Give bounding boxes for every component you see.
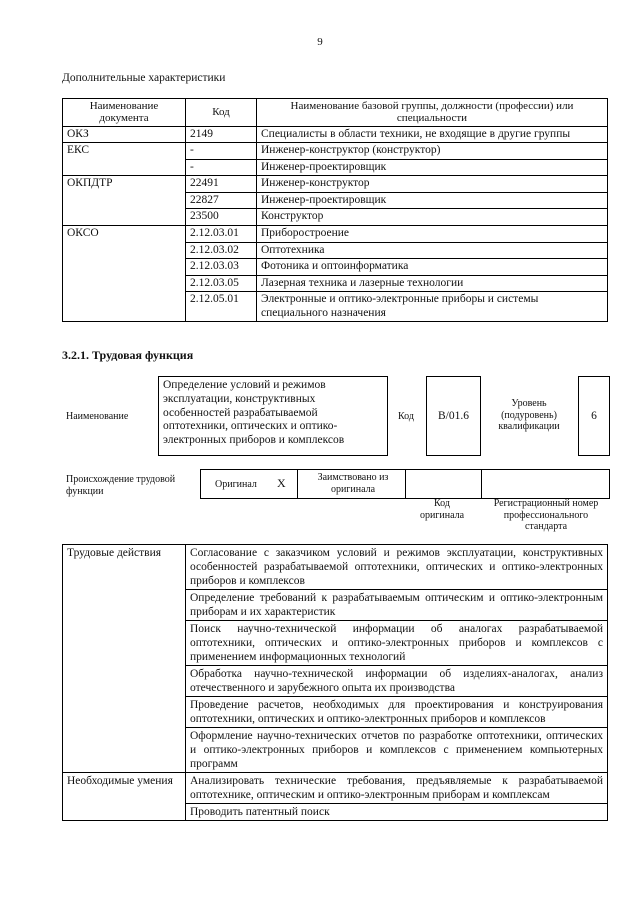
code-value: В/01.6 (438, 410, 469, 422)
name-cell: Конструктор (257, 209, 608, 226)
skill-item: Анализировать технические требования, предъявляемые к разрабатываемой оптотехнике, оптическим и оптико-электронным приборам и комплексам (186, 773, 608, 804)
code-label: Код (398, 411, 414, 422)
action-item: Проведение расчетов, необходимых для проектирования и конструирования оптотехники, оптических и оптико-электронных приборов и комплексов (186, 697, 608, 728)
origin-label: Происхождение трудовой функции (66, 474, 176, 497)
action-item: Поиск научно-технической информации об аналогах разрабатываемой оптотехники, оптических и оптико-электронных приборов и комплексов с применением информационных технологий (186, 621, 608, 666)
code-cell: 2149 (186, 126, 257, 143)
code-cell: - (186, 159, 257, 176)
code-cell: 2.12.03.05 (186, 275, 257, 292)
level-value: 6 (591, 410, 597, 422)
name-cell: Оптотехника (257, 242, 608, 259)
section-title: 3.2.1. Трудовая функция (62, 348, 194, 362)
header-group-name: Наименование базовой группы, должности (профессии) или специальности (257, 99, 608, 127)
doc-okpdtr: ОКПДТР (63, 176, 186, 226)
labor-details-table (62, 544, 608, 821)
name-cell: Инженер-конструктор (257, 176, 608, 193)
skill-item: Проводить патентный поиск (186, 804, 608, 821)
name-cell: Инженер-проектировщик (257, 192, 608, 209)
function-name-box (158, 376, 388, 456)
table-row (63, 176, 608, 193)
table-row (63, 226, 608, 243)
name-cell: Электронные и оптико-электронные приборы и системы специального назначения (257, 292, 608, 322)
table-row (63, 126, 608, 143)
header-document-name: Наименование документа (63, 99, 186, 127)
original-mark: X (277, 476, 286, 490)
table-row (63, 143, 608, 160)
reg-number-caption: Регистрационный номер профессионального стандарта (493, 498, 599, 532)
function-name-value: Определение условий и режимов эксплуатации, конструктивных особенностей разрабатываемой оптотехники, оптических и оптико-электронных приборов и комплексов (163, 379, 345, 447)
action-item: Определение требований к разрабатываемым оптическим и оптико-электронным приборам и их характеристик (186, 590, 608, 621)
name-cell: Фотоника и оптоинформатика (257, 259, 608, 276)
level-label: Уровень (подуровень) квалификации (498, 398, 560, 432)
actions-label: Трудовые действия (63, 545, 186, 773)
table-row (63, 545, 608, 590)
action-item: Согласование с заказчиком условий и режимов эксплуатации, конструктивных особенностей разрабатываемой оптотехники, оптических и оптико-электронных приборов и комплексов (186, 545, 608, 590)
code-cell: 2.12.03.03 (186, 259, 257, 276)
borrowed-label: Заимствовано из оригинала (317, 472, 389, 495)
table-header-row (63, 99, 608, 127)
name-cell: Инженер-конструктор (конструктор) (257, 143, 608, 160)
code-cell: 2.12.03.02 (186, 242, 257, 259)
name-label: Наименование (66, 411, 129, 422)
code-cell: 2.12.05.01 (186, 292, 257, 322)
original-label: Оригинал (215, 479, 257, 490)
code-cell: 22827 (186, 192, 257, 209)
additional-characteristics-table (62, 98, 608, 322)
action-item: Обработка научно-технической информации об изделиях-аналогах, анализ отечественного и зарубежного опыта их производства (186, 666, 608, 697)
code-cell: - (186, 143, 257, 160)
code-original-caption: Код оригинала (419, 498, 465, 521)
skills-label: Необходимые умения (63, 773, 186, 821)
code-box (426, 376, 481, 456)
name-cell: Приборостроение (257, 226, 608, 243)
doc-okso: ОКСО (63, 226, 186, 322)
name-cell: Лазерная техника и лазерные технологии (257, 275, 608, 292)
code-cell: 22491 (186, 176, 257, 193)
doc-eks: ЕКС (63, 143, 186, 176)
action-item: Оформление научно-технических отчетов по разработке оптотехники, оптических и оптико-электронных приборов и комплексов с применением компьютерных программ (186, 728, 608, 773)
name-cell: Инженер-проектировщик (257, 159, 608, 176)
header-code: Код (186, 99, 257, 127)
level-box (578, 376, 610, 456)
origin-box (200, 469, 610, 499)
name-cell: Специалисты в области техники, не входящие в другие группы (257, 126, 608, 143)
doc-okz: ОКЗ (63, 126, 186, 143)
table-row (63, 773, 608, 804)
page-number: 9 (317, 36, 323, 48)
code-cell: 23500 (186, 209, 257, 226)
code-cell: 2.12.03.01 (186, 226, 257, 243)
additional-characteristics-title: Дополнительные характеристики (62, 72, 226, 84)
